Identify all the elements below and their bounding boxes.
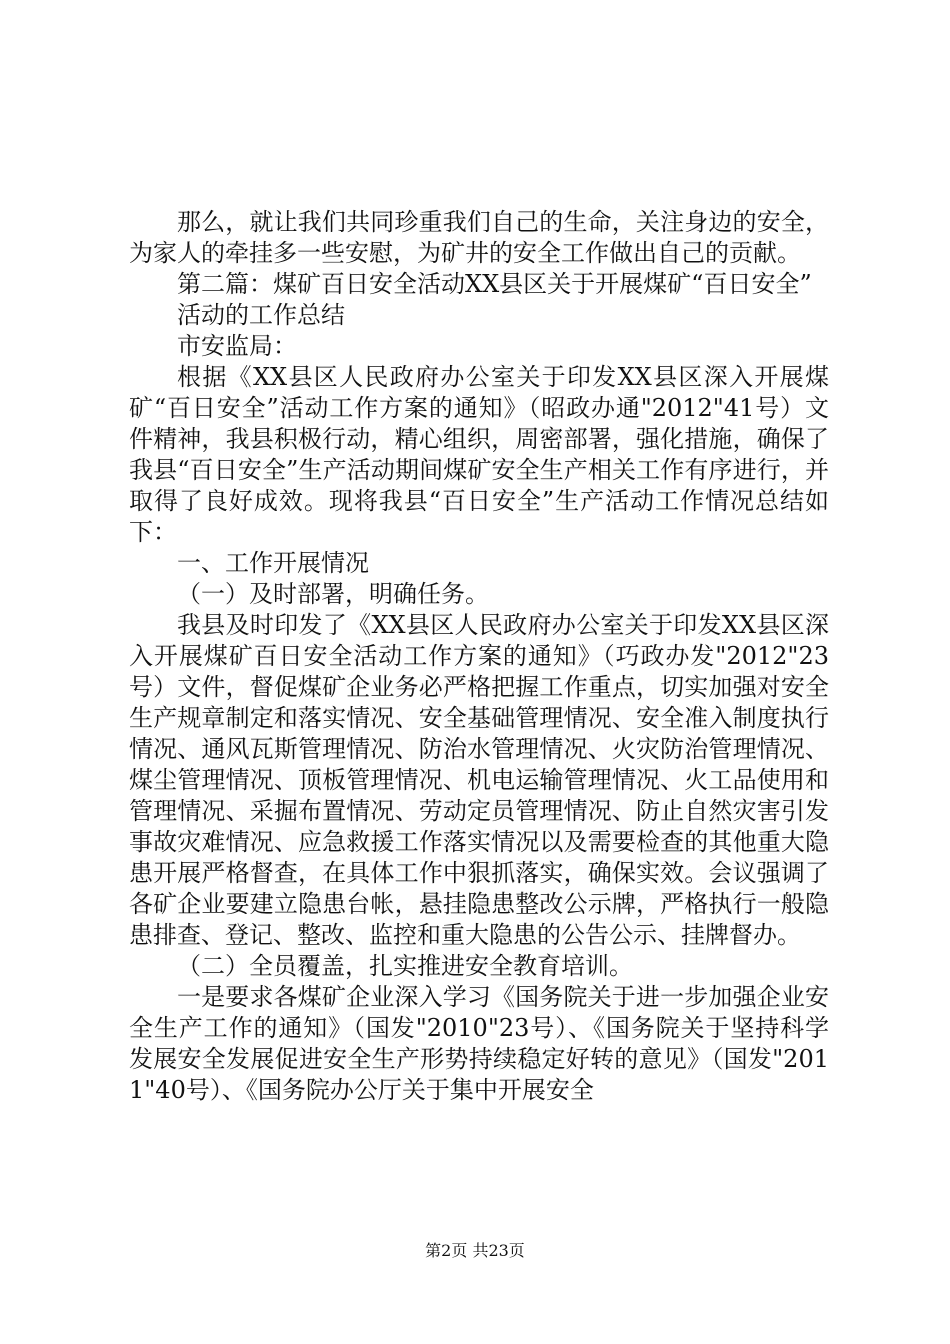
salutation: 市安监局： (177, 332, 297, 360)
subheading: （一）及时部署，明确任务。 (177, 580, 489, 608)
subheading: （二）全员覆盖，扎实推进安全教育培训。 (177, 952, 633, 980)
page-footer: 第2页 共23页 (425, 1241, 525, 1260)
paragraph: 一是要求各煤矿企业深入学习《国务院关于进一步加强企业安全生产工作的通知》（国发"2010"23号）、《国务院关于坚持科学发展安全发展促进安全生产形势持续稳定好转的意见》（国发"2011"40号）、《国务院办公厅关于集中开展安全 (129, 983, 829, 1104)
section-heading: 第二篇：煤矿百日安全活动XX县区关于开展煤矿“百日安全” (177, 270, 812, 298)
document-body (129, 207, 829, 1106)
section-heading-continued: 活动的工作总结 (177, 301, 345, 329)
paragraph: 那么，就让我们共同珍重我们自己的生命，关注身边的安全，为家人的牵挂多一些安慰，为矿井的安全工作做出自己的贡献。 (129, 208, 829, 267)
paragraph: 根据《XX县区人民政府办公室关于印发XX县区深入开展煤矿“百日安全”活动工作方案的通知》（昭政办通"2012"41号）文件精神，我县积极行动，精心组织，周密部署，强化措施，确保了我县“百日安全”生产活动期间煤矿安全生产相关工作有序进行，并取得了良好成效。现将我县“百日安全”生产活动工作情况总结如下： (129, 363, 829, 546)
paragraph: 我县及时印发了《XX县区人民政府办公室关于印发XX县区深入开展煤矿百日安全活动工作方案的通知》（巧政办发"2012"23号）文件，督促煤矿企业务必严格把握工作重点，切实加强对安全生产规章制定和落实情况、安全基础管理情况、安全准入制度执行情况、通风瓦斯管理情况、防治水管理情况、火灾防治管理情况、煤尘管理情况、顶板管理情况、机电运输管理情况、火工品使用和管理情况、采掘布置情况、劳动定员管理情况、防止自然灾害引发事故灾难情况、应急救援工作落实情况以及需要检查的其他重大隐患开展严格督查，在具体工作中狠抓落实，确保实效。会议强调了各矿企业要建立隐患台帐，悬挂隐患整改公示牌，严格执行一般隐患排查、登记、整改、监控和重大隐患的公告公示、挂牌督办。 (129, 611, 829, 949)
subheading: 一、工作开展情况 (177, 549, 369, 577)
